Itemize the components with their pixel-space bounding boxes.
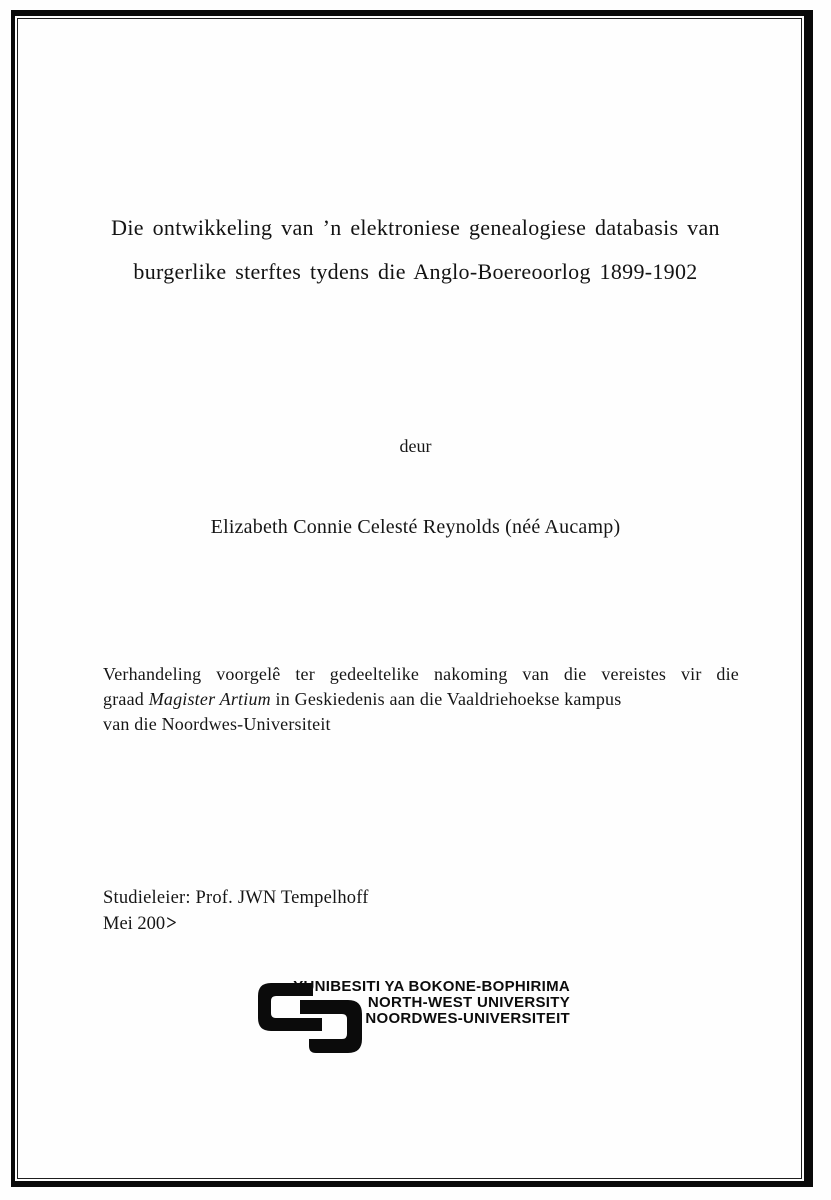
wordmark-english: NORTH-WEST UNIVERSITY: [367, 994, 570, 1011]
statement-line-2: [103, 687, 739, 712]
thesis-title-line-1: Die ontwikkeling van ’n elektroniese genealogiese databasis van: [111, 215, 720, 240]
thesis-statement: [103, 662, 739, 737]
date-text: Mei 200: [103, 914, 166, 934]
statement-line-1: Verhandeling voorgelê ter gedeeltelike nakoming van die vereistes vir die: [103, 664, 739, 684]
date-seven-glyph: >: [166, 912, 177, 936]
supervisor-line: Studieleier: Prof. JWN Tempelhoff: [103, 888, 369, 908]
degree-name-italic: Magister Artium: [148, 689, 271, 709]
author-name: Elizabeth Connie Celesté Reynolds (néé Aucamp): [210, 516, 621, 538]
wordmark-setswana: YUNIBESITI YA BOKONE-BOPHIRIMA: [293, 978, 570, 995]
statement-line-3: van die Noordwes-Universiteit: [103, 714, 331, 734]
thesis-title-line-2: burgerlike sterftes tydens die Anglo-Boereoorlog 1899-1902: [133, 259, 698, 284]
wordmark-afrikaans: NOORDWES-UNIVERSITEIT: [365, 1010, 570, 1027]
university-wordmark: [293, 979, 570, 1027]
date-line: [103, 914, 177, 935]
statement-line-2-prefix: graad: [103, 689, 149, 709]
statement-line-2-suffix: in Geskiedenis aan die Vaaldriehoekse kampus: [270, 689, 622, 709]
byline-preposition: deur: [399, 436, 432, 456]
